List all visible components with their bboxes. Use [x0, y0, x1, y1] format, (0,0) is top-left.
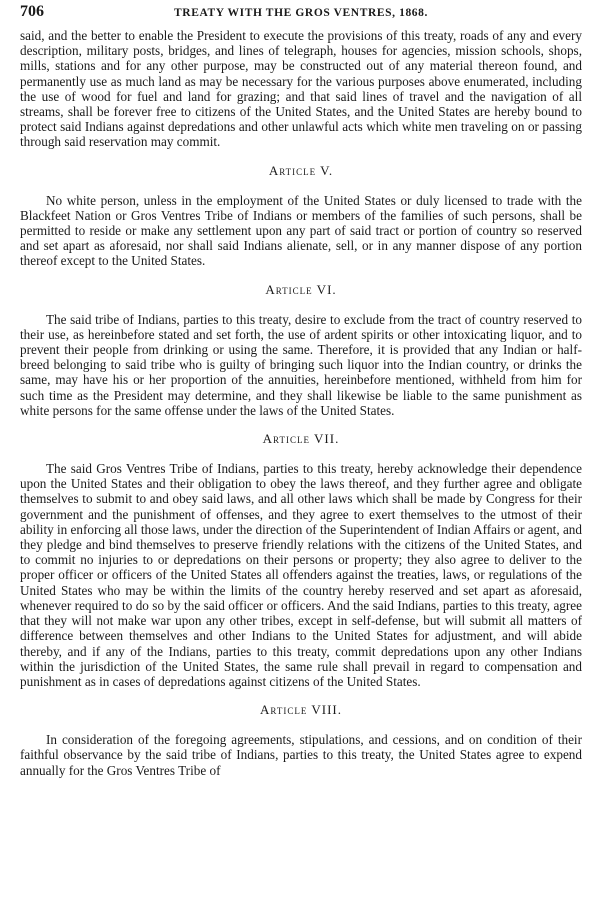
article-6-heading: Article VI. [265, 281, 337, 297]
page-number: 706 [20, 3, 44, 20]
article-5-text: No white person, unless in the employment of the United States or duly licensed to trade with the Blackfeet Nation or Gros Ventres Tribe of Indians or members of the families of such persons, shall be permitted to reside or make any settlement upon any part of said tract or portion of country so reserved and set apart as aforesaid, nor shall said Indians alienate, sell, or in any manner dispose of any portion thereof except to the United States. [20, 192, 582, 269]
article-5-heading: Article V. [268, 162, 334, 178]
article-7-heading: Article VII. [262, 431, 340, 447]
intro-paragraph: said, and the better to enable the President to execute the provisions of this treaty, roads of any and every description, military posts, bridges, and lines of telegraph, houses for agencies, mission schools, shops, mills, stations and for any other purpose, may be constructed out of any material thereon found, and permanently use as much land as may be necessary for the various purposes above enumerated, including the use of wood for fuel and land for grazing; and that said lines of travel and the navigation of all streams, shall be forever free to citizens of the United States, and the United States are hereby bound to protect said Indians against depredations and other unlawful acts which white men traveling on or passing through said reservation may commit. [20, 28, 582, 150]
article-8-text: In consideration of the foregoing agreements, stipulations, and cessions, and on condition of their faithful observance by the said tribe of Indians, parties to this treaty, the United States agree to expend annually for the Gros Ventres Tribe of [20, 732, 582, 778]
article-8-heading: Article VIII. [260, 702, 342, 718]
article-6-text: The said tribe of Indians, parties to this treaty, desire to exclude from the tract of country reserved to their use, as hereinbefore stated and set forth, the use of ardent spirits or other intoxicating liquor, and to prevent their people from drinking or using the same. Therefore, it is provided that any Indian or half-breed belonging to said tribe who is guilty of bringing such liquor into the Indian country, or drinks the same, may have his or her proportion of the annuities, hereinbefore mentioned, withheld from him for such time as the President may determine, and they shall likewise be liable to the same punishment as white persons for the same offense under the laws of the United States. [20, 311, 582, 418]
running-head: TREATY WITH THE GROS VENTRES, 1868. [174, 7, 428, 19]
page-header [20, 0, 582, 28]
article-7-text: The said Gros Ventres Tribe of Indians, parties to this treaty, hereby acknowledge their dependence upon the United States and their obligation to obey the laws thereof, and they further agree and obligate themselves to submit to and obey said laws, and all other laws which shall be made by Congress for their government and the punishment of offenses, and they agree to exert themselves to the utmost of their ability in enforcing all those laws, under the direction of the Superintendent of Indian Affairs or agent, and they pledge and bind themselves to preserve friendly relations with the citizens of the United States, and to commit no injuries to or depredations on their persons or property; they also agree to deliver to the proper officer or officers of the United States all offenders against the treaties, laws, or regulations of the United States who may be within the limits of the country hereby reserved and set apart as aforesaid, whenever required to do so by the said officer or officers. And the said Indians, parties to this treaty, agree that they will not make war upon any other tribes, except in self-defense, but will submit all matters of difference between themselves and other Indians to the United States for adjustment, and will abide thereby, and if any of the Indians, parties to this treaty, commit depredations upon any other Indians within the jurisdiction of the United States, the same rule shall prevail in regard to compensation and punishment as in cases of depredations against citizens of the United States. [20, 461, 582, 689]
